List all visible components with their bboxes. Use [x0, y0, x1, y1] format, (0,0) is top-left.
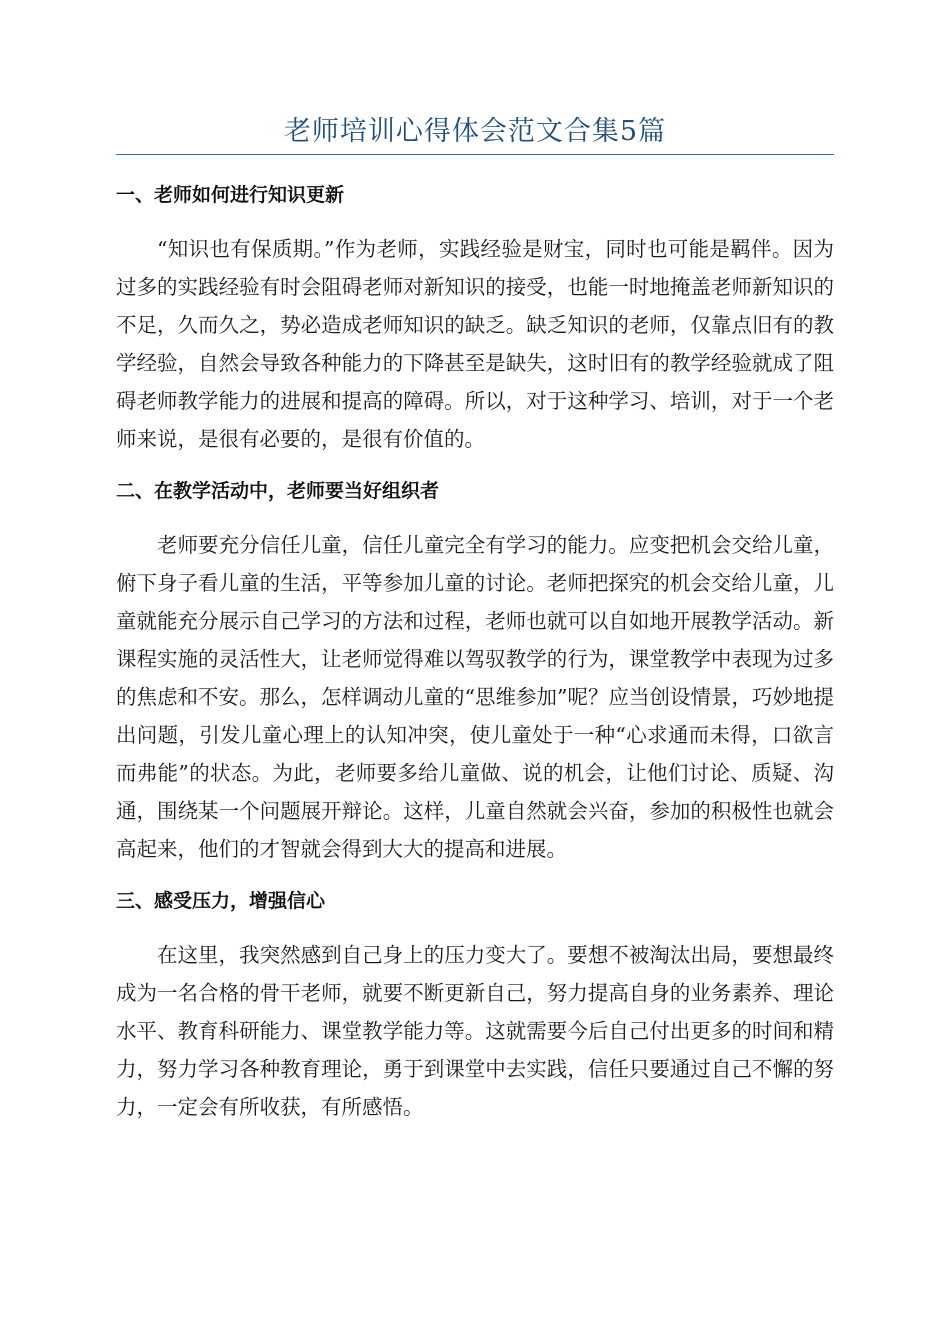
section-heading: 三、感受压力，增强信心: [116, 890, 326, 912]
section-1: [116, 176, 834, 458]
document-title: 老师培训心得体会范文合集5篇: [283, 116, 667, 147]
section-paragraph: “知识也有保质期。”作为老师，实践经验是财宝，同时也可能是羁伴。因为过多的实践经验有时会阻碍老师对新知识的接受，也能一时地掩盖老师新知识的不足，久而久之，势必造成老师知识的缺乏。缺乏知识的老师，仅靠点旧有的教学经验，自然会导致各种能力的下降甚至是缺失，这时旧有的教学经验就成了阻碍老师教学能力的进展和提高的障碍。所以，对于这种学习、培训，对于一个老师来说，是很有必要的，是很有价值的。: [116, 237, 834, 451]
section-heading: 一、老师如何进行知识更新: [116, 184, 345, 206]
section-2: [116, 472, 834, 868]
section-heading: 二、在教学活动中，老师要当好组织者: [116, 480, 440, 502]
title-underline: [116, 154, 834, 155]
document-body: [116, 176, 834, 1140]
section-paragraph: 在这里，我突然感到自己身上的压力变大了。要想不被淘汰出局，要想最终成为一名合格的骨干老师，就要不断更新自己，努力提高自身的业务素养、理论水平、教育科研能力、课堂教学能力等。这就需要今后自己付出更多的时间和精力，努力学习各种教育理论，勇于到课堂中去实践，信任只要通过自己不懈的努力，一定会有所收获，有所感悟。: [116, 943, 834, 1119]
section-paragraph: 老师要充分信任儿童，信任儿童完全有学习的能力。应变把机会交给儿童，俯下身子看儿童的生活，平等参加儿童的讨论。老师把探究的机会交给儿童，儿童就能充分展示自己学习的方法和过程，老师也就可以自如地开展教学活动。新课程实施的灵活性大，让老师觉得难以驾驭教学的行为，课堂教学中表现为过多的焦虑和不安。那么，怎样调动儿童的“思维参加”呢？应当创设情景，巧妙地提出问题，引发儿童心理上的认知冲突，使儿童处于一种“心求通而未得，口欲言而弗能”的状态。为此，老师要多给儿童做、说的机会，让他们讨论、质疑、沟通，围绕某一个问题展开辩论。这样，儿童自然就会兴奋，参加的积极性也就会高起来，他们的才智就会得到大大的提高和进展。: [116, 533, 834, 861]
section-3: [116, 882, 834, 1126]
